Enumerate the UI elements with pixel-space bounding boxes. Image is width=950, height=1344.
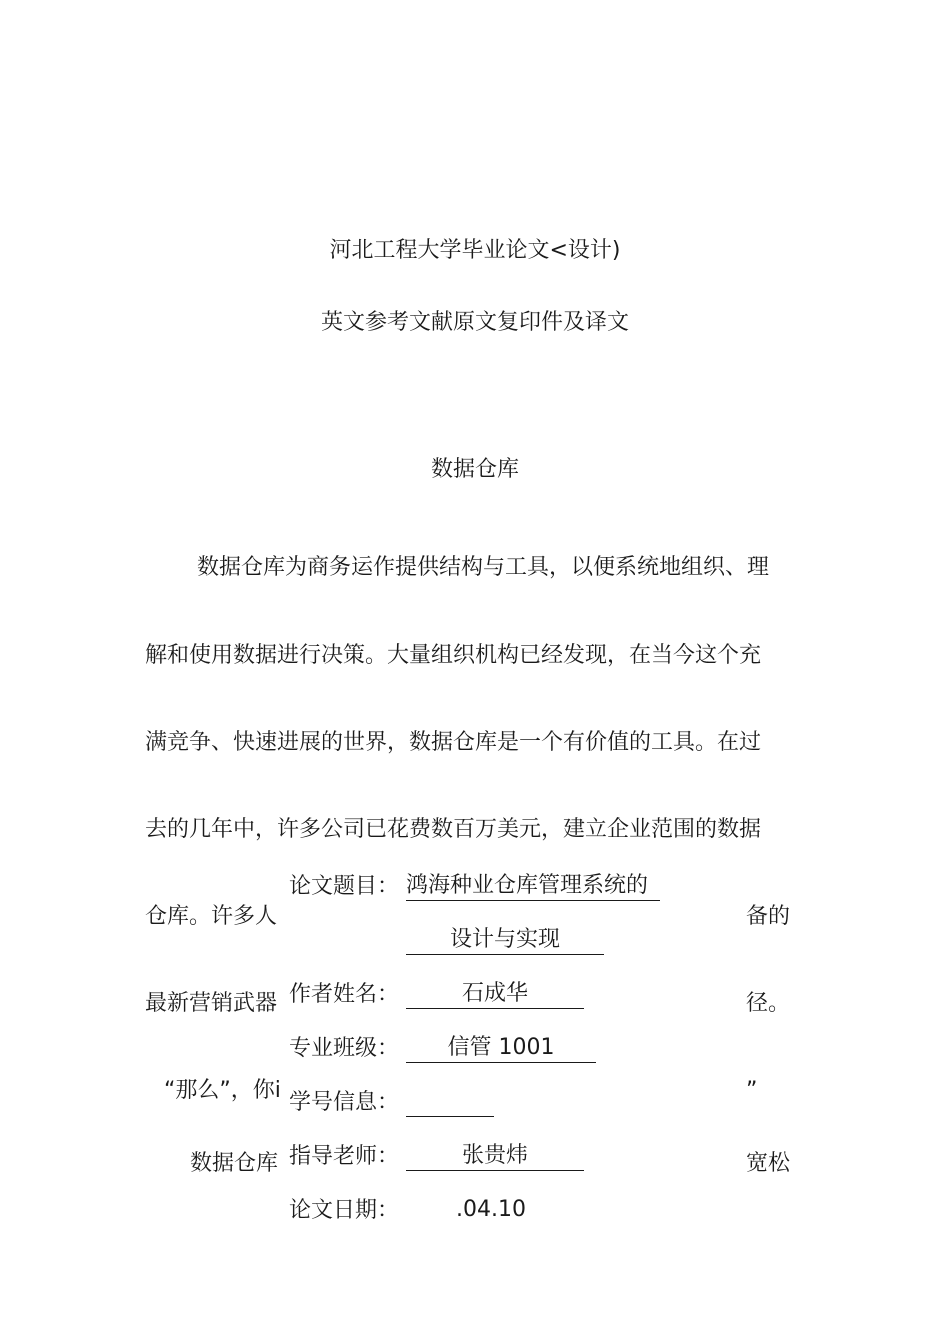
field-value-student-id bbox=[406, 1088, 494, 1117]
partial-line-right-2: 径。 bbox=[746, 991, 791, 1016]
partial-line-right-3: ” bbox=[746, 1078, 758, 1103]
partial-line-left-3: “那么”，你i bbox=[164, 1078, 281, 1103]
partial-line-right-4: 宽松 bbox=[746, 1151, 791, 1176]
paragraph-line-1: 数据仓库为商务运作提供结构与工具，以便系统地组织、理 bbox=[197, 555, 770, 580]
field-value-class: 信管 1001 bbox=[406, 1034, 596, 1063]
partial-line-left-4: 数据仓库 bbox=[190, 1151, 279, 1176]
paragraph-line-3: 满竞争、快速进展的世界，数据仓库是一个有价值的工具。在过 bbox=[145, 730, 762, 755]
header-line-2: 英文参考文献原文复印件及译文 bbox=[320, 310, 629, 335]
thesis-cover-form bbox=[281, 868, 743, 1220]
field-label-title: 论文题目： bbox=[289, 874, 400, 899]
partial-line-left-1: 仓库。许多人 bbox=[145, 904, 278, 929]
field-value-title-cont: 设计与实现 bbox=[406, 926, 604, 955]
partial-line-left-2: 最新营销武器 bbox=[145, 991, 278, 1016]
paragraph-line-4: 去的几年中，许多公司已花费数百万美元，建立企业范围的数据 bbox=[145, 817, 762, 842]
field-value-author: 石成华 bbox=[406, 980, 584, 1009]
field-value-advisor: 张贵炜 bbox=[406, 1142, 584, 1171]
field-label-class: 专业班级： bbox=[289, 1036, 400, 1061]
partial-line-right-1: 备的 bbox=[746, 904, 791, 929]
field-value-title: 鸿海种业仓库管理系统的 bbox=[406, 872, 660, 901]
field-label-advisor: 指导老师： bbox=[289, 1144, 400, 1169]
header-line-1: 河北工程大学毕业论文<设计) bbox=[329, 238, 621, 263]
article-title: 数据仓库 bbox=[430, 457, 519, 482]
paragraph-line-2: 解和使用数据进行决策。大量组织机构已经发现，在当今这个充 bbox=[145, 643, 762, 668]
field-label-student-id: 学号信息： bbox=[289, 1090, 400, 1115]
field-label-date: 论文日期： bbox=[289, 1198, 400, 1220]
field-value-date: .04.10 bbox=[456, 1197, 526, 1220]
field-label-author: 作者姓名： bbox=[289, 982, 400, 1007]
